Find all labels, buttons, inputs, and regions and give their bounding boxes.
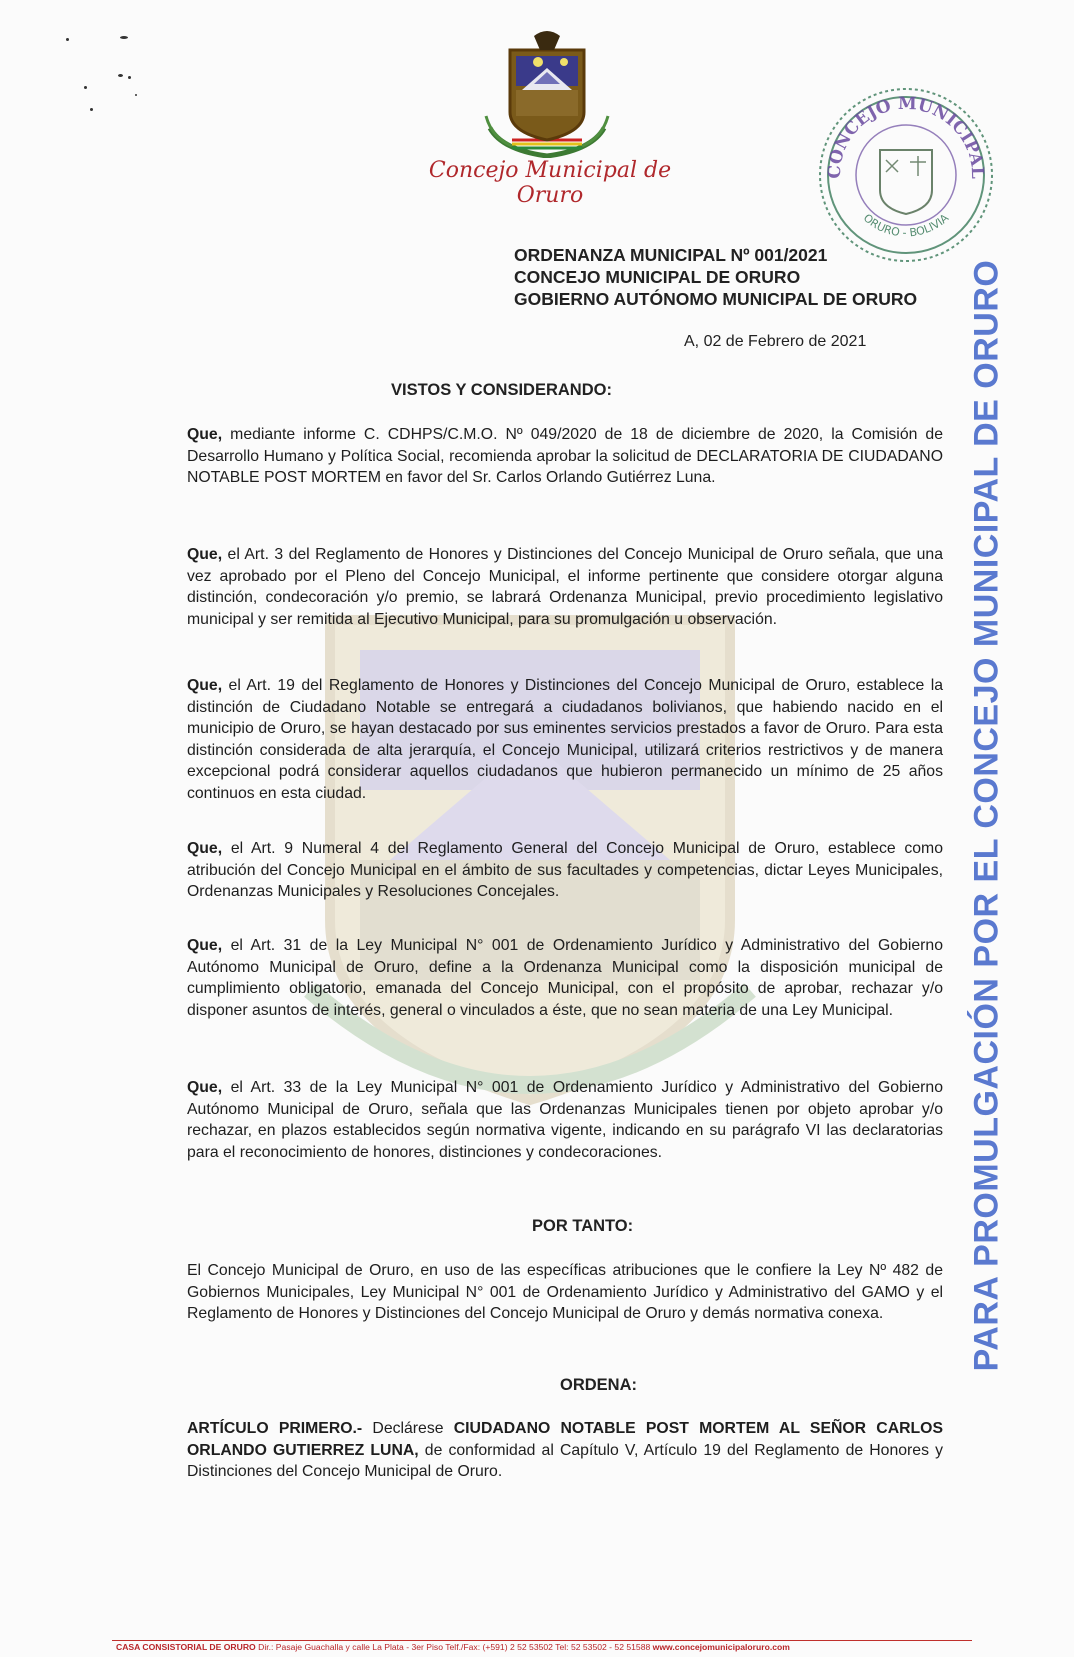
promulgation-stamp — [958, 259, 1016, 1371]
ordinance-government: GOBIERNO AUTÓNOMO MUNICIPAL DE ORURO — [514, 289, 918, 309]
svg-text:CONCEJO MUNICIPAL: CONCEJO MUNICIPAL — [824, 93, 988, 180]
footer-divider — [112, 1640, 972, 1641]
official-seal-icon — [806, 80, 1006, 270]
promulgation-stamp-text: PARA PROMULGACIÓN POR EL CONCEJO MUNICIPAL DE ORURO — [967, 259, 1006, 1371]
considerando-5: Que, el Art. 31 de la Ley Municipal N° 001 de Ordenamiento Jurídico y Administrativo del Gobierno Autónomo Municipal de Oruro, define a la Ordenanza Municipal como la disposición municipal de cumplimiento obligatorio, emanada del Concejo Municipal, con el propósito de aprobar, rechazar y/o disponer asuntos de interés, general o vinculados a éste, que no sean materia de una Ley Municipal. — [187, 937, 943, 1019]
scan-speck — [128, 76, 131, 79]
ordinance-heading — [514, 244, 917, 310]
scan-speck — [66, 38, 69, 41]
considerando-3: Que, el Art. 19 del Reglamento de Honores y Distinciones del Concejo Municipal de Oruro, establece la distinción de Ciudadano Notable se entregará a ciudadanos bolivianos, que habiendo nacido en el municipio de Oruro, se hayan destacado por sus eminentes servicios prestados a favor de Oruro. Para esta distinción considerada de alta jerarquía, el Concejo Municipal, utilizará criterios restrictivos y de manera excepcional podrá considerar aquellos ciudadanos que hubieron permanecido un mínimo de 25 años continuos en esta ciudad. — [187, 677, 943, 802]
considerando-1: Que, mediante informe C. CDHPS/C.M.O. Nº 049/2020 de 18 de diciembre de 2020, la Comisión de Desarrollo Humano y Política Social, recomienda aprobar la solicitud de DECLARATORIA DE CIUDADANO NOTABLE POST MORTEM en favor del Sr. Carlos Orlando Gutiérrez Luna. — [187, 426, 943, 486]
document-date: A, 02 de Febrero de 2021 — [684, 333, 867, 350]
ordinance-council: CONCEJO MUNICIPAL DE ORURO — [514, 267, 801, 287]
section-ordena: ORDENA: — [560, 1376, 637, 1394]
svg-text:ORURO - BOLIVIA: ORURO - BOLIVIA — [860, 211, 952, 240]
considerando-2: Que, el Art. 3 del Reglamento de Honores y Distinciones del Concejo Municipal de Oruro señala, que una vez aprobado por el Pleno del Concejo Municipal, el informe pertinente que considere otorgar alguna distinción, condecoración y/o premio, se labrará Ordenanza Municipal, previo procedimiento legislativo municipal y ser remitida al Ejecutivo Municipal, para su promulgación u observación. — [187, 546, 943, 628]
section-vistos: VISTOS Y CONSIDERANDO: — [391, 381, 612, 399]
articulo-primero: ARTÍCULO PRIMERO.- Declárese CIUDADANO NOTABLE POST MORTEM AL SEÑOR CARLOS ORLANDO GUTIERREZ LUNA, de conformidad al Capítulo V, Artículo 19 del Reglamento de Honores y Distinciones del Concejo Municipal de Oruro. — [187, 1420, 943, 1480]
footer-address: CASA CONSISTORIAL DE ORURO Dir.: Pasaje Guachalla y calle La Plata - 3er Piso Telf./Fax: (+591) 2 52 53502 Tel: 52 53502 - 52 51588 www.concejomunicipaloruro.com — [116, 1642, 790, 1652]
municipal-crest-icon — [472, 28, 622, 158]
scan-speck — [135, 94, 137, 96]
por-tanto-paragraph: El Concejo Municipal de Oruro, en uso de las específicas atribuciones que le confiere la Ley Nº 482 de Gobiernos Municipales, Ley Municipal N° 001 de Ordenamiento Jurídico y Administrativo del GAMO y el Reglamento de Honores y Distinciones del Concejo Municipal de Oruro y demás normativa conexa. — [187, 1262, 943, 1322]
ordinance-number: ORDENANZA MUNICIPAL Nº 001/2021 — [514, 245, 828, 265]
footer-website: www.concejomunicipaloruro.com — [652, 1642, 790, 1652]
considerando-4: Que, el Art. 9 Numeral 4 del Reglamento General del Concejo Municipal de Oruro, establece como atribución del Concejo Municipal en el ámbito de sus facultades y competencias, dictar Leyes Municipales, Ordenanzas Municipales y Resoluciones Concejales. — [187, 840, 943, 900]
considerando-6: Que, el Art. 33 de la Ley Municipal N° 001 de Ordenamiento Jurídico y Administrativo del Gobierno Autónomo Municipal de Oruro, señala que las Ordenanzas Municipales tienen por objeto aprobar y/o rechazar, en plazos establecidos según normativa vigente, indicando en su parágrafo VI las declaratorias para el reconocimiento de honores, distinciones y condecoraciones. — [187, 1079, 943, 1161]
scan-speck — [84, 86, 87, 89]
scan-speck — [120, 36, 128, 39]
section-por-tanto: POR TANTO: — [532, 1217, 634, 1235]
scan-speck — [90, 108, 93, 111]
scan-speck — [118, 74, 123, 77]
council-script-title: Concejo Municipal de Oruro — [428, 158, 672, 208]
